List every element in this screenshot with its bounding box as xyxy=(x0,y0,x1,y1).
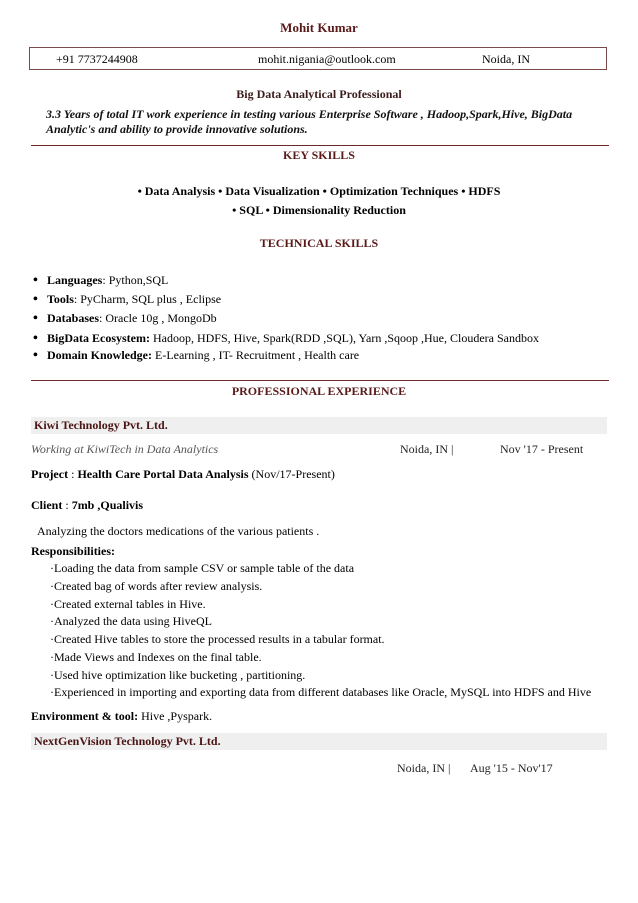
divider xyxy=(31,145,609,146)
job-role: Working at KiwiTech in Data Analytics xyxy=(31,442,219,456)
email: mohit.nigania@outlook.com xyxy=(258,52,396,66)
tech-skill-item: • Languages: Python,SQL xyxy=(33,273,169,288)
company-bar xyxy=(31,733,607,750)
responsibility-item: ·Made Views and Indexes on the final table. xyxy=(50,650,262,664)
company-name: NextGenVision Technology Pvt. Ltd. xyxy=(34,734,221,748)
location: Noida, IN xyxy=(482,52,530,66)
responsibility-item: ·Created external tables in Hive. xyxy=(50,597,206,611)
project-line: Project : Health Care Portal Data Analysis (Nov/17-Present) xyxy=(31,467,335,481)
bullet-icon: • xyxy=(33,273,38,288)
bullet-icon: • xyxy=(33,348,38,363)
job-dates: Nov '17 - Present xyxy=(500,442,584,456)
tech-skill-item: • Databases: Oracle 10g , MongoDb xyxy=(33,311,217,326)
client-line: Client : 7mb ,Qualivis xyxy=(31,498,144,512)
responsibility-item: ·Loading the data from sample CSV or sample table of the data xyxy=(50,561,355,575)
bullet-icon: • xyxy=(33,331,38,346)
responsibility-item: ·Analyzed the data using HiveQL xyxy=(50,614,212,628)
candidate-name: Mohit Kumar xyxy=(280,20,358,35)
company-name: Kiwi Technology Pvt. Ltd. xyxy=(34,418,168,432)
key-skills-line-1: • Data Analysis • Data Visualization • Optimization Techniques • HDFS xyxy=(137,184,501,198)
responsibility-item: ·Experienced in importing and exporting data from different databases like Oracle, MySQL into HDFS and Hive xyxy=(50,685,592,699)
divider xyxy=(31,380,609,381)
responsibilities-label: Responsibilities: xyxy=(31,544,116,558)
contact-box xyxy=(29,47,607,70)
experience-heading: PROFESSIONAL EXPERIENCE xyxy=(231,384,407,398)
key-skills-heading: KEY SKILLS xyxy=(283,148,355,162)
key-skills-line-2: • SQL • Dimensionality Reduction xyxy=(232,203,406,217)
company-bar xyxy=(31,417,607,434)
job-location: Noida, IN | xyxy=(400,442,454,456)
phone: +91 7737244908 xyxy=(56,52,138,66)
environment-line: Environment & tool: Hive ,Pyspark. xyxy=(31,709,213,723)
responsibility-item: ·Created bag of words after review analysis. xyxy=(50,579,263,593)
job-location: Noida, IN | xyxy=(397,761,451,775)
bullet-icon: • xyxy=(33,311,38,326)
project-description: Analyzing the doctors medications of the various patients . xyxy=(37,524,320,538)
tech-skill-item: • Domain Knowledge: E-Learning , IT- Recruitment , Health care xyxy=(33,348,360,363)
responsibility-item: ·Used hive optimization like bucketing , partitioning. xyxy=(50,668,306,682)
bullet-icon: • xyxy=(33,292,38,307)
technical-skills-heading: TECHNICAL SKILLS xyxy=(259,236,379,250)
headline: Big Data Analytical Professional xyxy=(236,87,402,101)
tech-skill-item: • Tools: PyCharm, SQL plus , Eclipse xyxy=(33,292,222,307)
tech-skill-item: • BigData Ecosystem: Hadoop, HDFS, Hive, Spark(RDD ,SQL), Yarn ,Sqoop ,Hue, Cloudera Sandbox xyxy=(33,331,539,346)
job-dates: Aug '15 - Nov'17 xyxy=(470,761,553,775)
summary: 3.3 Years of total IT work experience in testing various Enterprise Software , Hadoop,Spark,Hive, BigData Analytic's and ability to provide innovative solutions. xyxy=(46,107,573,136)
responsibility-item: ·Created Hive tables to store the processed results in a tabular format. xyxy=(50,632,385,646)
